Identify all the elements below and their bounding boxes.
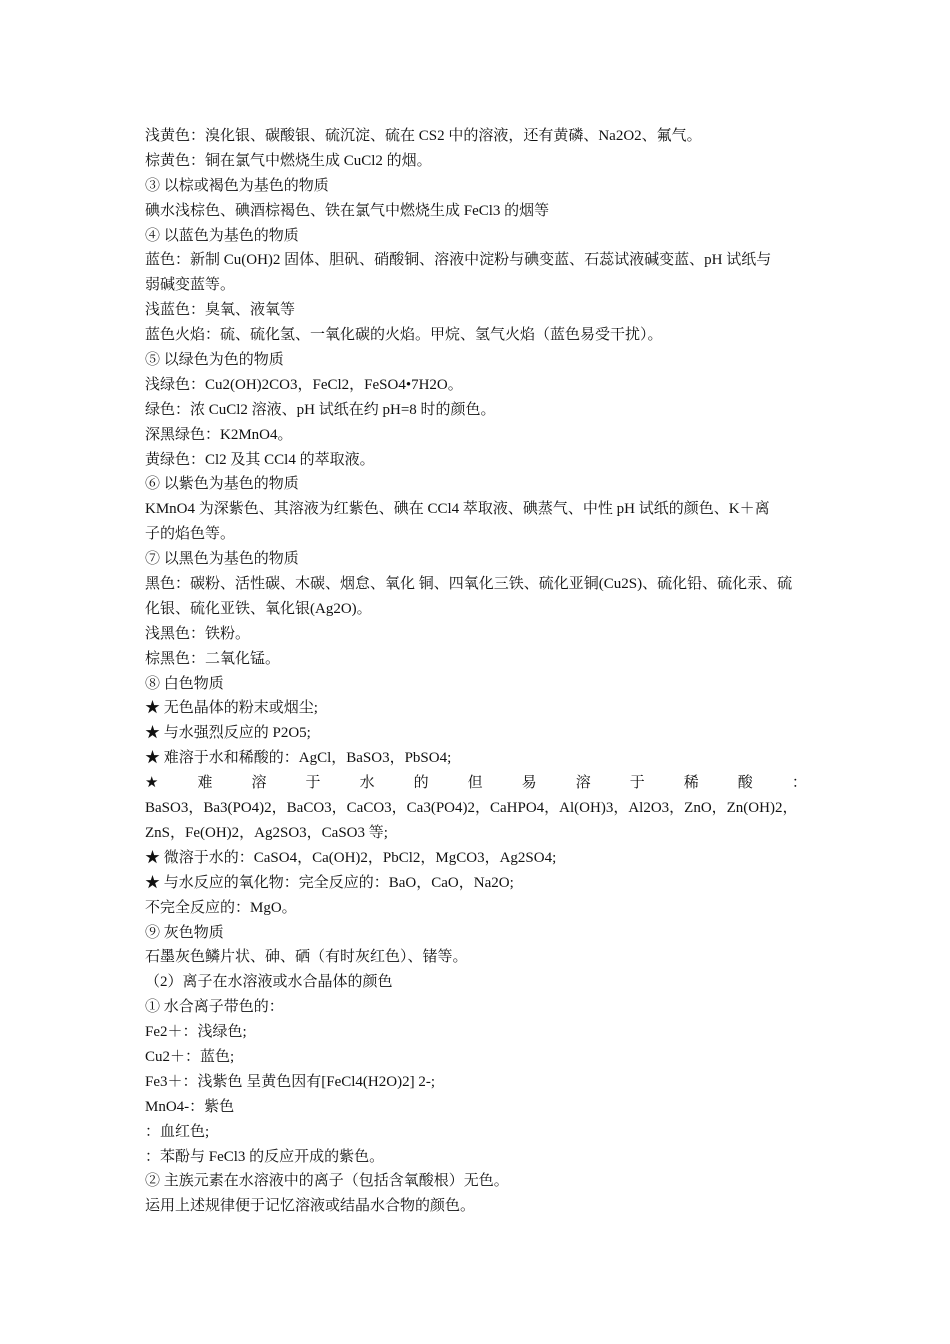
justified-char: 水 <box>359 775 375 792</box>
text-line: 蓝色：新制 Cu(OH)2 固体、胆矾、硝酸铜、溶液中淀粉与碘变蓝、石蕊试液碱变蓝、pH 试纸与 <box>145 252 772 269</box>
text-line: 化银、硫化亚铁、氧化银(Ag2O)。 <box>145 600 372 617</box>
justified-char: 于 <box>629 775 645 792</box>
justified-char: 溶 <box>575 775 591 792</box>
text-line-justified <box>145 771 807 796</box>
text-line: 浅黑色：铁粉。 <box>145 625 251 642</box>
text-line: Cu2＋：蓝色; <box>145 1048 235 1065</box>
text-line: ① 水合离子带色的： <box>145 999 284 1016</box>
text-line: 棕黄色：铜在氯气中燃烧生成 CuCl2 的烟。 <box>145 152 432 169</box>
text-line: 浅绿色：Cu2(OH)2CO3，FeCl2，FeSO4•7H2O。 <box>145 376 463 393</box>
text-line: 石墨灰色鳞片状、砷、硒（有时灰红色）、锗等。 <box>145 949 468 966</box>
text-line: ：苯酚与 FeCl3 的反应开成的紫色。 <box>145 1148 385 1165</box>
justified-char: 于 <box>305 775 321 792</box>
text-line: ⑤ 以绿色为色的物质 <box>145 352 284 369</box>
justified-char: 难 <box>197 775 213 792</box>
text-line: ZnS，Fe(OH)2，Ag2SO3，CaSO3 等; <box>145 824 388 841</box>
text-line: ★ 与水强烈反应的 P2O5; <box>145 725 311 742</box>
text-line: ：血红色; <box>145 1123 210 1140</box>
text-line: 运用上述规律便于记忆溶液或结晶水合物的颜色。 <box>145 1198 476 1215</box>
text-line: 黑色：碳粉、活性碳、木碳、烟怠、氧化 铜、四氧化三铁、硫化亚铜(Cu2S)、硫化铅、硫化汞、硫 <box>145 576 793 593</box>
text-line: 黄绿色：Cl2 及其 CCl4 的萃取液。 <box>145 451 375 468</box>
text-line: BaSO3，Ba3(PO4)2，BaCO3，CaCO3，Ca3(PO4)2，CaHPO4，Al(OH)3，Al2O3，ZnO，Zn(OH)2， <box>145 800 798 817</box>
text-line: ② 主族元素在水溶液中的离子（包括含氧酸根）无色。 <box>145 1173 509 1190</box>
text-line: Fe3＋：浅紫色 呈黄色因有[FeCl4(H2O)2] 2-; <box>145 1073 435 1090</box>
text-line: 棕黑色：二氧化锰。 <box>145 650 281 667</box>
justified-char: 易 <box>521 775 537 792</box>
text-line: ⑧ 白色物质 <box>145 675 224 692</box>
justified-char: 稀 <box>683 775 699 792</box>
justified-char: 酸 <box>737 775 753 792</box>
text-line: MnO4-：紫色 <box>145 1098 235 1115</box>
text-line: 浅黄色：溴化银、碳酸银、硫沉淀、硫在 CS2 中的溶液，还有黄磷、Na2O2、氟气。 <box>145 128 702 144</box>
justified-char: 溶 <box>251 775 267 792</box>
text-line: ④ 以蓝色为基色的物质 <box>145 227 299 244</box>
text-line: （2）离子在水溶液或水合晶体的颜色 <box>145 974 393 991</box>
text-line: ★ 难溶于水和稀酸的：AgCl，BaSO3，PbSO4; <box>145 750 452 767</box>
text-line: 子的焰色等。 <box>145 526 236 543</box>
justified-char: 的 <box>413 775 429 792</box>
text-line: Fe2＋：浅绿色; <box>145 1024 247 1041</box>
text-line: 浅蓝色：臭氧、液氧等 <box>145 302 296 319</box>
text-line: ⑥ 以紫色为基色的物质 <box>145 476 299 493</box>
text-line: 绿色：浓 CuCl2 溶液、pH 试纸在约 pH=8 时的颜色。 <box>145 401 496 418</box>
text-line: KMnO4 为深紫色、其溶液为红紫色、碘在 CCl4 萃取液、碘蒸气、中性 pH 试纸的颜色、K＋离 <box>145 501 770 518</box>
text-line: 深黑绿色：K2MnO4。 <box>145 426 293 443</box>
justified-char: 但 <box>467 775 483 792</box>
text-line: ⑦ 以黑色为基色的物质 <box>145 551 299 568</box>
text-line: ★ 微溶于水的：CaSO4，Ca(OH)2，PbCl2，MgCO3，Ag2SO4; <box>145 849 557 866</box>
text-line: 碘水浅棕色、碘酒棕褐色、铁在氯气中燃烧生成 FeCl3 的烟等 <box>145 202 550 219</box>
justified-char: ★ <box>145 775 159 792</box>
document-body <box>145 124 807 1219</box>
text-line: 弱碱变蓝等。 <box>145 277 236 294</box>
text-line: 蓝色火焰：硫、硫化氢、一氧化碳的火焰。甲烷、氢气火焰（蓝色易受干扰）。 <box>145 327 663 344</box>
text-line: ⑨ 灰色物质 <box>145 924 224 941</box>
text-line: ★ 无色晶体的粉末或烟尘; <box>145 700 318 717</box>
text-line: ★ 与水反应的氧化物：完全反应的：BaO，CaO，Na2O; <box>145 874 514 891</box>
text-line: ③ 以棕或褐色为基色的物质 <box>145 177 329 194</box>
text-line: 不完全反应的：MgO。 <box>145 899 297 916</box>
justified-char: ： <box>791 775 807 792</box>
